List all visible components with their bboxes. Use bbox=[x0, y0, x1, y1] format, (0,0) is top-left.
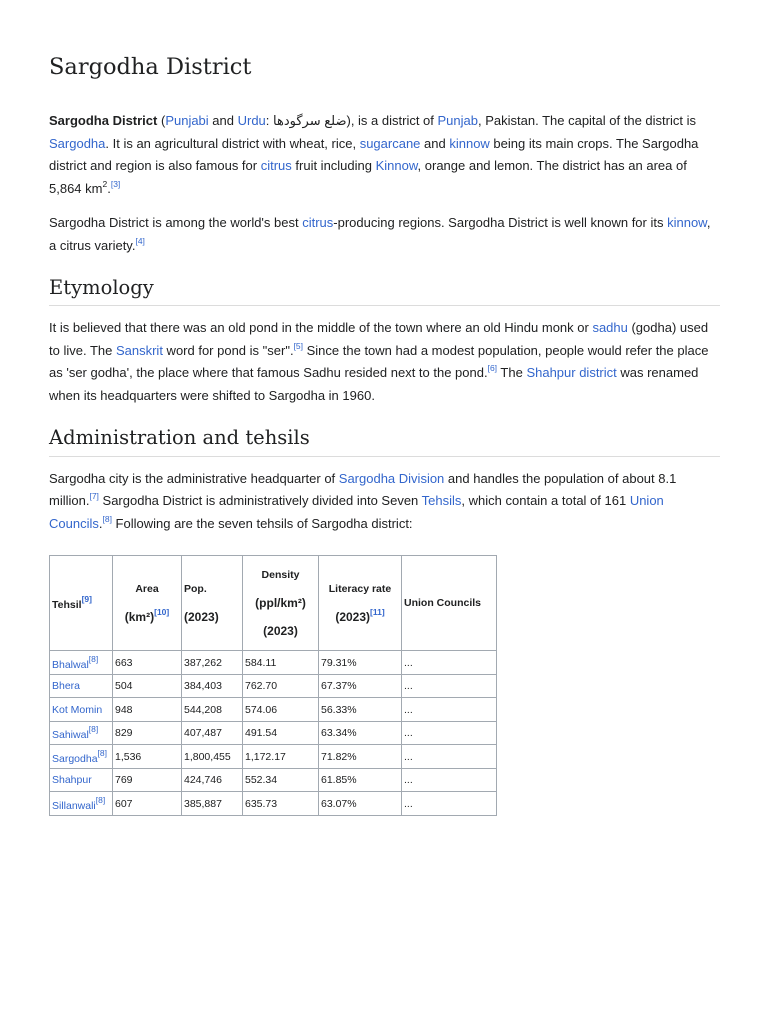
cell-literacy: 56.33% bbox=[319, 698, 402, 722]
link-shahpur-district[interactable]: Shahpur district bbox=[526, 365, 617, 381]
header-unit bbox=[321, 603, 399, 631]
text: Sargodha District is among the world's best bbox=[49, 215, 303, 230]
ref-8[interactable]: [8] bbox=[88, 653, 99, 664]
cell-uc: ... bbox=[402, 768, 497, 792]
text: : bbox=[265, 113, 274, 128]
header-tehsil bbox=[50, 556, 113, 651]
text: . bbox=[107, 180, 111, 196]
header-text: (2023) bbox=[263, 624, 298, 639]
cell-literacy: 63.34% bbox=[319, 721, 402, 745]
text: It is believed that there was an old pond in the middle of the town where an old Hindu monk or bbox=[49, 320, 593, 336]
link-kinnow-3[interactable]: kinnow bbox=[667, 215, 707, 230]
table-header-row bbox=[50, 556, 497, 651]
citrus-paragraph bbox=[49, 212, 720, 257]
table-row bbox=[50, 721, 497, 745]
tehsils-table bbox=[49, 555, 497, 816]
link-sugarcane[interactable]: sugarcane bbox=[359, 135, 421, 151]
district-name-bold: Sargodha District bbox=[49, 113, 158, 128]
link-citrus-2[interactable]: citrus bbox=[302, 215, 334, 230]
text: being its main crops. The Sargodha district and region is also famous for bbox=[49, 135, 699, 173]
ref-8[interactable]: [8] bbox=[95, 794, 106, 805]
header-text: (km²) bbox=[124, 610, 155, 625]
header-density bbox=[243, 556, 319, 651]
ref-9[interactable]: [9] bbox=[81, 594, 92, 605]
text: fruit including bbox=[291, 158, 376, 173]
cell-literacy: 67.37% bbox=[319, 674, 402, 698]
cell-tehsil bbox=[50, 721, 113, 745]
cell-pop: 407,487 bbox=[182, 721, 243, 745]
cell-pop: 387,262 bbox=[182, 651, 243, 675]
cell-uc: ... bbox=[402, 745, 497, 769]
page-title: Sargodha District bbox=[49, 54, 252, 80]
text: and bbox=[420, 135, 450, 151]
cell-tehsil bbox=[50, 745, 113, 769]
cell-pop: 1,800,455 bbox=[182, 745, 243, 769]
text: The bbox=[497, 365, 527, 381]
cell-area: 769 bbox=[113, 768, 182, 792]
ref-6[interactable]: [6] bbox=[487, 363, 498, 374]
cell-tehsil bbox=[50, 651, 113, 675]
superscript-2: 2 bbox=[102, 178, 108, 189]
header-text: Pop. bbox=[184, 583, 207, 596]
header-text: (2023) bbox=[335, 610, 371, 625]
cell-pop: 385,887 bbox=[182, 792, 243, 816]
ref-11[interactable]: [11] bbox=[370, 607, 385, 618]
link-punjab[interactable]: Punjab bbox=[437, 113, 478, 128]
header-text: Area bbox=[135, 583, 159, 596]
cell-area: 948 bbox=[113, 698, 182, 722]
cell-pop: 424,746 bbox=[182, 768, 243, 792]
text: Sargodha city is the administrative headquarter of bbox=[49, 470, 339, 486]
text: Since the town had a modest population, people would refer the place as 'ser godha', the place where that famous Sadhu resided next to the pond. bbox=[49, 342, 709, 381]
text: word for pond is "ser". bbox=[162, 342, 294, 358]
link-urdu[interactable]: Urdu bbox=[237, 113, 266, 128]
text: Sargodha District is administratively divided into Seven bbox=[98, 493, 422, 509]
link-tehsil[interactable]: Bhera bbox=[52, 680, 81, 693]
cell-uc: ... bbox=[402, 792, 497, 816]
link-tehsil[interactable]: Kot Momin bbox=[52, 703, 103, 716]
header-area bbox=[113, 556, 182, 651]
cell-area: 607 bbox=[113, 792, 182, 816]
heading-administration: Administration and tehsils bbox=[49, 426, 720, 456]
table-row bbox=[50, 698, 497, 722]
cell-literacy: 63.07% bbox=[319, 792, 402, 816]
text: , a citrus variety. bbox=[49, 215, 711, 253]
header-literacy bbox=[319, 556, 402, 651]
cell-uc: ... bbox=[402, 698, 497, 722]
text: , orange and lemon. The district has an area of 5,864 km bbox=[49, 158, 687, 196]
ref-7[interactable]: [7] bbox=[89, 491, 99, 502]
text: -producing regions. Sargodha District is well known for its bbox=[333, 215, 668, 230]
text: , which contain a total of 161 bbox=[461, 493, 630, 509]
cell-literacy: 61.85% bbox=[319, 768, 402, 792]
text: Following are the seven tehsils of Sargodha district: bbox=[111, 515, 413, 531]
ref-5[interactable]: [5] bbox=[293, 340, 304, 351]
ref-10[interactable]: [10] bbox=[154, 607, 170, 618]
link-sargodha-division[interactable]: Sargodha Division bbox=[338, 470, 445, 486]
text: , Pakistan. The capital of the district is bbox=[478, 113, 696, 128]
header-union-councils: Union Councils bbox=[402, 556, 497, 651]
cell-tehsil bbox=[50, 698, 113, 722]
cell-uc: ... bbox=[402, 674, 497, 698]
link-tehsil[interactable]: Sargodha bbox=[52, 752, 98, 765]
link-citrus[interactable]: citrus bbox=[260, 158, 292, 173]
cell-literacy: 71.82% bbox=[319, 745, 402, 769]
cell-literacy: 79.31% bbox=[319, 651, 402, 675]
cell-density: 491.54 bbox=[243, 721, 319, 745]
cell-area: 663 bbox=[113, 651, 182, 675]
link-punjabi[interactable]: Punjabi bbox=[165, 113, 209, 128]
ref-3[interactable]: [3] bbox=[110, 178, 121, 189]
cell-density: 635.73 bbox=[243, 792, 319, 816]
ref-8[interactable]: [8] bbox=[97, 747, 107, 758]
text: (godha) used to live. The bbox=[49, 320, 709, 358]
header-text: (ppl/km²) bbox=[255, 596, 306, 611]
native-name: ضلع سرگودھا bbox=[273, 113, 347, 128]
link-tehsil[interactable]: Bhalwal bbox=[52, 658, 89, 671]
header-text: Tehsil bbox=[52, 599, 82, 612]
cell-area: 829 bbox=[113, 721, 182, 745]
cell-tehsil bbox=[50, 792, 113, 816]
heading-etymology: Etymology bbox=[49, 276, 720, 306]
link-sargodha[interactable]: Sargodha bbox=[49, 135, 106, 151]
text: was renamed when its headquarters were shifted to Sargodha in 1960. bbox=[49, 365, 699, 403]
cell-area: 1,536 bbox=[113, 745, 182, 769]
table-row bbox=[50, 792, 497, 816]
table-row bbox=[50, 745, 497, 769]
link-tehsils[interactable]: Tehsils bbox=[421, 493, 462, 509]
cell-density: 762.70 bbox=[243, 674, 319, 698]
cell-density: 574.06 bbox=[243, 698, 319, 722]
header-population bbox=[182, 556, 243, 651]
text: and handles the population of about 8.1 million. bbox=[49, 470, 677, 509]
link-sadhu[interactable]: sadhu bbox=[592, 320, 628, 336]
header-unit bbox=[115, 603, 179, 631]
table-row bbox=[50, 674, 497, 698]
header-text: (2023) bbox=[184, 610, 219, 625]
cell-pop: 384,403 bbox=[182, 674, 243, 698]
intro-paragraph bbox=[49, 110, 720, 200]
cell-density: 584.11 bbox=[243, 651, 319, 675]
ref-8[interactable]: [8] bbox=[102, 513, 112, 524]
link-kinnow[interactable]: kinnow bbox=[449, 135, 490, 151]
cell-tehsil bbox=[50, 768, 113, 792]
link-tehsil[interactable]: Shahpur bbox=[52, 774, 92, 787]
cell-density: 1,172.17 bbox=[243, 745, 319, 769]
text: ( bbox=[157, 113, 166, 128]
ref-4[interactable]: [4] bbox=[135, 235, 145, 246]
text: . bbox=[98, 515, 103, 531]
table-row bbox=[50, 651, 497, 675]
etymology-paragraph bbox=[49, 317, 720, 407]
link-union-councils[interactable]: Union Councils bbox=[49, 493, 664, 531]
cell-area: 504 bbox=[113, 674, 182, 698]
administration-paragraph bbox=[49, 468, 720, 536]
cell-pop: 544,208 bbox=[182, 698, 243, 722]
link-kinnow-2[interactable]: Kinnow bbox=[375, 158, 418, 173]
link-tehsil[interactable]: Sahiwal bbox=[52, 729, 89, 742]
table-body bbox=[50, 651, 497, 816]
cell-density: 552.34 bbox=[243, 768, 319, 792]
table-row bbox=[50, 768, 497, 792]
text: . It is an agricultural district with wheat, rice, bbox=[105, 135, 360, 151]
cell-tehsil bbox=[50, 674, 113, 698]
cell-uc: ... bbox=[402, 721, 497, 745]
text: and bbox=[208, 113, 238, 128]
cell-uc: ... bbox=[402, 651, 497, 675]
link-tehsil[interactable]: Sillanwali bbox=[52, 799, 96, 812]
header-text: Density bbox=[261, 569, 300, 582]
text: ), is a district of bbox=[346, 113, 438, 128]
header-text: Literacy rate bbox=[328, 583, 392, 596]
link-sanskrit[interactable]: Sanskrit bbox=[115, 342, 163, 358]
ref-8[interactable]: [8] bbox=[88, 724, 99, 735]
